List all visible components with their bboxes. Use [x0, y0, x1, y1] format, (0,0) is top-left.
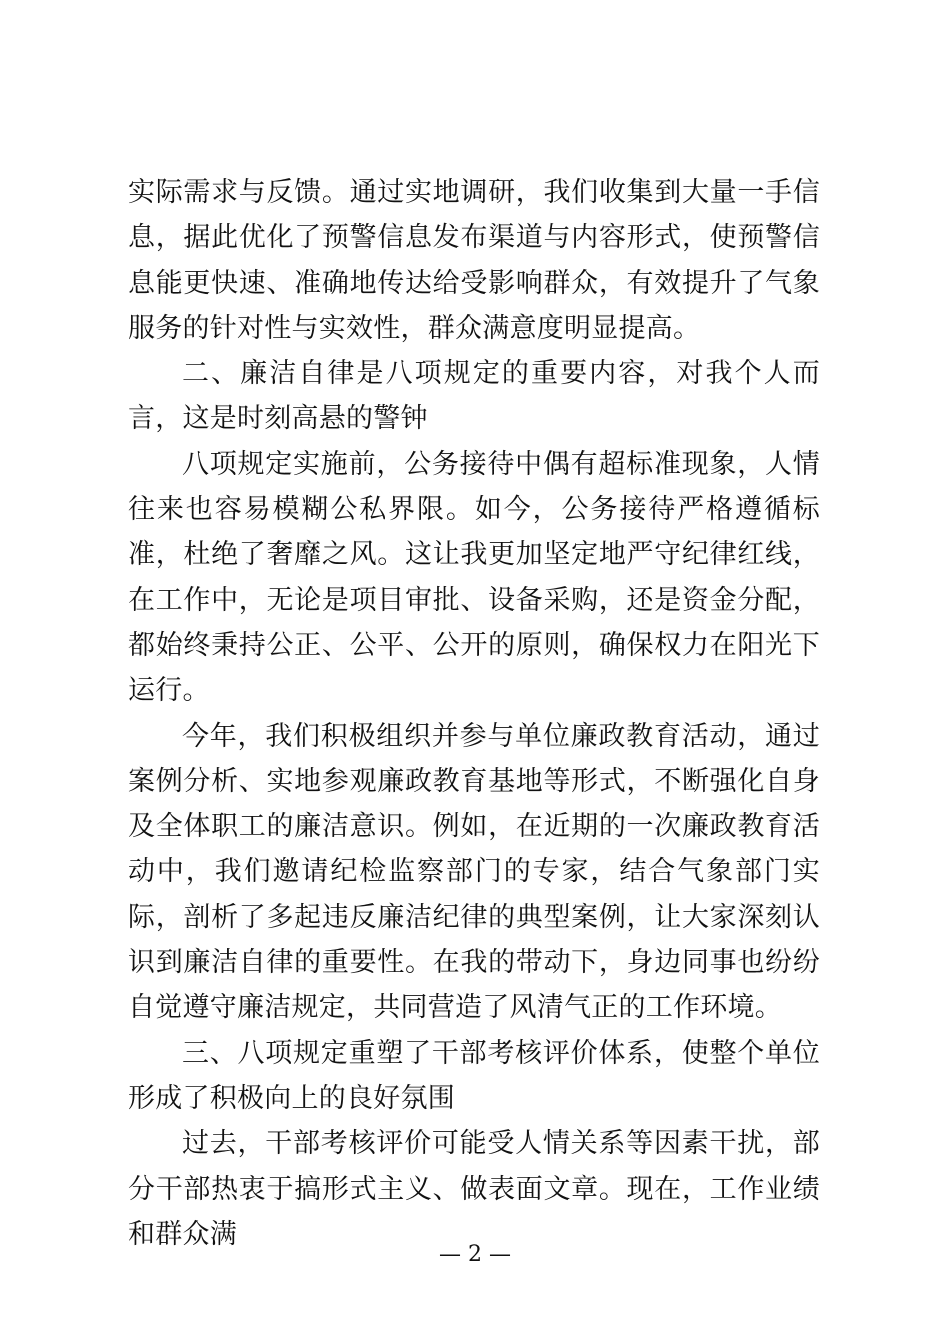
- paragraph-continuation: 实际需求与反馈。通过实地调研，我们收集到大量一手信息，据此优化了预警信息发布渠道与内容形式，使预警信息能更快速、准确地传达给受影响群众，有效提升了气象服务的针对性与实效性，群众满意度明显提高。: [128, 177, 820, 344]
- page-number: — 2 —: [439, 1242, 511, 1267]
- document-body: [128, 170, 820, 1257]
- section-heading-3: 三、八项规定重塑了干部考核评价体系，使整个单位形成了积极向上的良好氛围: [128, 1037, 820, 1114]
- paragraph: 八项规定实施前，公务接待中偶有超标准现象，人情往来也容易模糊公私界限。如今，公务接待严格遵循标准，杜绝了奢靡之风。这让我更加坚定地严守纪律红线，在工作中，无论是项目审批、设备采购，还是资金分配，都始终秉持公正、公平、公开的原则，确保权力在阳光下运行。: [128, 448, 820, 707]
- paragraph: 过去，干部考核评价可能受人情关系等因素干扰，部分干部热衷于搞形式主义、做表面文章。现在，工作业绩和群众满: [128, 1128, 820, 1250]
- paragraph: 今年，我们积极组织并参与单位廉政教育活动，通过案例分析、实地参观廉政教育基地等形式，不断强化自身及全体职工的廉洁意识。例如，在近期的一次廉政教育活动中，我们邀请纪检监察部门的专家，结合气象部门实际，剖析了多起违反廉洁纪律的典型案例，让大家深刻认识到廉洁自律的重要性。在我的带动下，身边同事也纷纷自觉遵守廉洁规定，共同营造了风清气正的工作环境。: [128, 720, 820, 1024]
- section-heading-2: 二、廉洁自律是八项规定的重要内容，对我个人而言，这是时刻高悬的警钟: [128, 358, 820, 435]
